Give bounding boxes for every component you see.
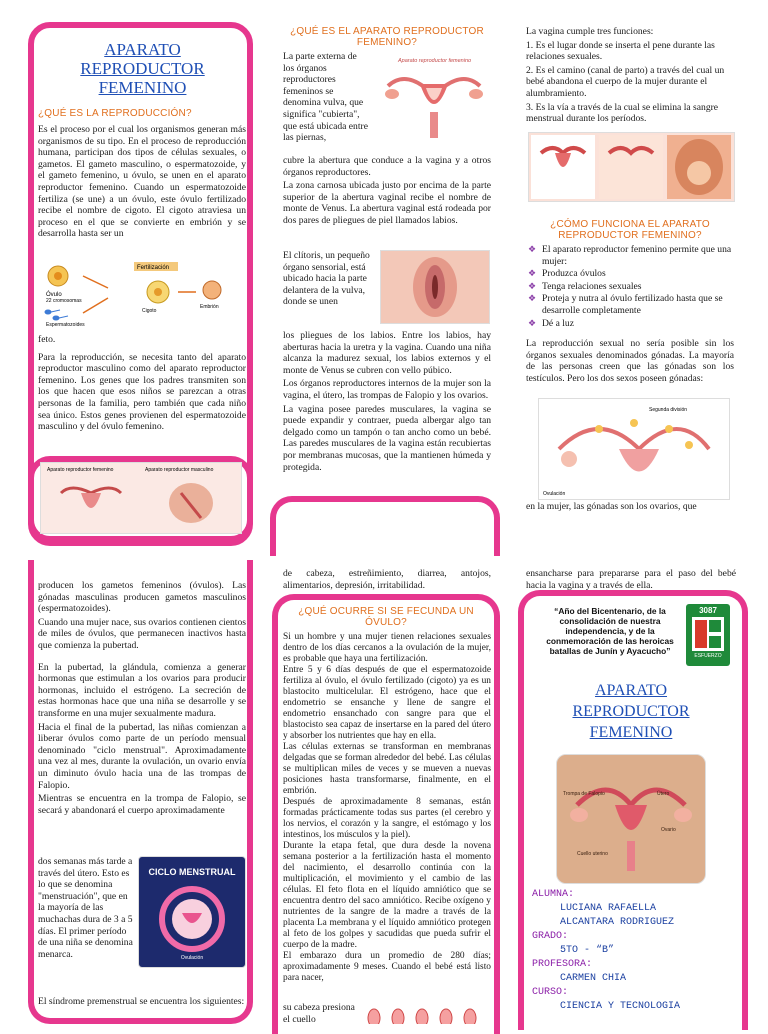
panel1-p1-end: feto. <box>38 334 56 345</box>
panel6-top-text: ensancharse para prepararse para el paso del bebé hacia la vagina y a través de ella. <box>526 568 736 591</box>
cycle-label-ovul: Ovulación <box>543 491 566 497</box>
img2-left-label: Aparato reproductor femenino <box>47 467 114 473</box>
panel3-text-bottom <box>526 501 734 515</box>
panel3-bullets-block <box>528 244 734 330</box>
cycle-label-seg: Segunda división <box>649 407 688 413</box>
panel2-p2: La zona carnosa ubicada justo por encima de la parte superior de la abertura vaginal recibe el nombre de monte de Venus. La abertura vaginal está rodeada por dos pares de pliegues de piel llamados labios. <box>283 180 491 226</box>
panel2-heading: ¿QUÉ ES EL APARATO REPRODUCTOR FEMENINO? <box>290 26 484 48</box>
fertilization-cycle-image <box>538 398 730 500</box>
panel2-frame-bottom <box>270 496 500 556</box>
function-item: ❖ Produzca óvulos <box>528 268 734 280</box>
fetus-stages-image <box>362 1004 490 1024</box>
panel2-p3a: El clítoris, un pequeño órgano sensorial, está ubicado hacia la parte delantera de la vulva, donde se unen <box>283 250 370 308</box>
panel2-p5: La vagina posee paredes musculares, la vagina se puede expandir y contraer, pueda albergar algo tan delgado como un tampón o tan ancho como un bebé. Las paredes musculares de la vagina están recubiertas por membranas mucosas, que la mantienen húmeda y protegida. <box>283 403 491 473</box>
cover-label-ovario: Ovario <box>661 827 676 833</box>
grado-label: GRADO: <box>532 931 569 942</box>
anatomy-img-title: Aparato reproductor femenino <box>398 58 472 64</box>
panel5-top-text: de cabeza, estreñimiento, diarrea, antojos, alimentarios, depresión, irritabilidad. <box>283 568 491 591</box>
panel4-p2: Cuando una mujer nace, sus ovarios contienen cientos de miles de óvulos, que permanecen inactivos hasta que comienza la pubertad. <box>38 616 246 651</box>
panel2-text-main <box>283 155 491 229</box>
function-item: ❖ El aparato reproductor femenino permite que una mujer: <box>528 244 734 267</box>
ciclo-ovulacion: Ovulación <box>180 955 204 961</box>
reproductive-systems-image <box>40 462 242 534</box>
function-list <box>528 244 734 329</box>
school-motto: “Año del Bicentenario, de la consolidación de nuestra independencia, y de la conmemoración de las heroicas batallas de Junín y Ayacucho” <box>546 606 674 656</box>
panel2-text-lower <box>283 330 491 500</box>
profesora-label: PROFESORA: <box>532 959 593 970</box>
panel2-p1b: cubre la abertura que conduce a la vagina y a otros órganos reproductores. <box>283 155 491 178</box>
function-item: ❖ Dé a luz <box>528 318 734 330</box>
panel1-text-1 <box>38 124 246 242</box>
vulva-image <box>380 250 490 324</box>
curso-value: CIENCIA Y TECNOLOGIA <box>560 1001 681 1012</box>
cover-label-utero: Útero <box>657 791 670 797</box>
panel3-p2: en la mujer, las gónadas son los ovarios, que <box>526 501 697 512</box>
panel5-p3: Las células externas se transforman en membranas delgadas que se forman alrededor del bebé. Las células se multiplican miles de veces y se mueven a nuevas posiciones hasta transformarse, finalmente, en el embrión. <box>283 742 491 796</box>
panel3-text-mid <box>526 338 734 386</box>
panel3-f3: 3. Es la vía a través de la cual se elimina la sangre menstrual durante los períodos. <box>526 101 719 125</box>
diagram-ovulo-sub: 22 cromosomas <box>46 298 82 304</box>
panel3-f1: 1. Es el lugar donde se inserta el pene durante las relaciones sexuales. <box>526 39 715 63</box>
panel4-text-end <box>38 996 246 1010</box>
panel1-text-2 <box>38 334 246 435</box>
profesora-value: CARMEN CHIA <box>560 973 627 984</box>
panel5-heading: ¿QUÉ OCURRE SI SE FECUNDA UN ÓVULO? <box>298 606 474 628</box>
panel2-p3b: los pliegues de los labios. Entre los labios, hay aberturas hacia la uretra y la vagina. Cuando una niña alcanza la madurez sexual, los labios externos y el monte de Venus se cubren con vello púbico. <box>283 330 491 376</box>
panel4-p6: El síndrome premenstrual se encuentra los siguientes: <box>38 996 245 1007</box>
panel4-p4: Hacia el final de la pubertad, las niñas comienzan a liberar óvulos como parte de un período mensual denominado "ciclo menstrual". Aproximadamente una vez al mes, durante la ovulación, un ovario envía un diminuto óvulo hacia una de las trompas de Falopio. <box>38 721 246 791</box>
img2-right-label: Aparato reproductor masculino <box>145 467 214 473</box>
diagram-cigoto: Cigoto <box>142 308 157 314</box>
cover-title: APARATO REPRODUCTOR FEMENINO <box>572 682 690 741</box>
function-item: ❖ Tenga relaciones sexuales <box>528 281 734 293</box>
panel4-text-col <box>38 856 133 962</box>
panel4-p1: producen los gametos femeninos (óvulos). Las gónadas masculinas producen gametos masculinos (espermatozoides). <box>38 580 246 615</box>
panel5-p2: Entre 5 y 6 días después de que el espermatozoide fertiliza al óvulo, el óvulo fertilizado (cigoto) ya es un blastocito multicelular. El estrógeno, hace que el endometrio se ensanche y llene de sangre el endometrio ensanchado con sangre para que el blastocisto sea capaz de insertarse en la pared del útero y absorber los nutrientes que hay en ella. <box>283 665 491 741</box>
ciclo-title: CICLO MENSTRUAL <box>148 867 236 877</box>
panel2-col-text <box>283 51 368 146</box>
logo-text: ESFUERZO <box>694 653 722 659</box>
panel5-text-end <box>283 1002 358 1027</box>
logo-number: 3087 <box>699 606 717 615</box>
cover-anatomy-image <box>556 754 706 884</box>
panel2-col-text-2 <box>283 250 371 310</box>
school-logo <box>686 604 730 666</box>
female-anatomy-diagram <box>378 54 490 146</box>
panel5-p5: Durante la etapa fetal, que dura desde la novena semana posterior a la fertilización hasta el momento del nacimiento, el desarrollo continúa con la multiplicación, el movimiento y el cambio de las células. El feto flota en el líquido amniótico que se encuentra dentro del saco amniótico. Recibe oxígeno y nutrientes de la sangre de la madre a través de la placenta La membrana y el líquido amniótico protegen al feto de los golpes y sacudidas que pueda sufrir el cuerpo de la madre. <box>283 841 491 950</box>
panel4-p5b: dos semanas más tarde a través del útero. Esto es lo que se denomina "menstruación", que en la mayoría de las muchachas dura de 3 a 5 días. El primer período de una niña se denomina menarca. <box>38 856 133 960</box>
diagram-embrion: Embrión <box>200 304 219 310</box>
alumna-label: ALUMNA: <box>532 889 575 900</box>
panel4-text <box>38 580 246 818</box>
panel5-p4: Después de aproximadamente 8 semanas, están formadas prácticamente todas sus partes (el cerebro y los nervios, el corazón y la sangre, el estómago y los intestinos, los músculos y la piel). <box>283 797 491 840</box>
grado-value: 5TO - “B” <box>560 945 615 956</box>
student-info <box>532 888 742 1014</box>
cover-label-trompa: Trompa de Falopio <box>563 791 605 797</box>
panel5-text <box>283 632 491 984</box>
panel4-p3: En la pubertad, la glándula, comienza a generar hormonas que estimulan a los ovarios para producir hormonas, incluido el estrógeno. La secreción de estas hormonas hace que una niña se desarrolle y se transforme en una mujer sexualmente madura. <box>38 661 246 719</box>
cover-label-cuello: Cuello uterino <box>577 851 608 857</box>
curso-label: CURSO: <box>532 987 569 998</box>
panel1-title: APARATO REPRODUCTOR FEMENINO <box>80 40 205 97</box>
diagram-ovulo: Óvulo <box>46 292 62 298</box>
diagram-fert: Fertilización <box>137 265 170 271</box>
panel1-heading: ¿QUÉ ES LA REPRODUCCIÓN? <box>38 108 192 119</box>
vagina-functions-image <box>528 132 735 202</box>
panel5-p1: Si un hombre y una mujer tienen relaciones sexuales dentro de los días cercanos a la ovulación de la mujer, es probable que haya una fertilización. <box>283 632 491 664</box>
panel4-p5a: Mientras se encuentra en la trompa de Falopio, se secará y abandonará el cuerpo aproximadamente <box>38 793 246 816</box>
panel5-p7: su cabeza presiona el cuello <box>283 1002 355 1025</box>
panel1-p2: Para la reproducción, se necesita tanto del aparato reproductor masculino como del aparato reproductor femenino. Los genes que los padres transmiten son los que hacen que esos niños se parezcan a otras personas de la familia, pero también que cada niño sea único. Estos genes provienen del espermatozoide masculino y del óvulo femenino. <box>38 351 246 433</box>
panel2-p1a: La parte externa de los órganos reproductores femeninos se denomina vulva, que significa "cubierta", que está ubicada entre las piernas, <box>283 51 368 144</box>
panel3-intro: La vagina cumple tres funciones: <box>526 26 654 37</box>
panel3-f2: 2. Es el camino (canal de parto) a través del cual un bebé abandona el cuerpo de la mujer durante el alumbramiento. <box>526 64 725 99</box>
panel5-top <box>283 568 491 593</box>
alumna-name-2: ALCANTARA RODRIGUEZ <box>560 917 675 928</box>
panel2-p4: Los órganos reproductores internos de la mujer son la vagina, el útero, las trompas de Falopio y los ovarios. <box>283 378 491 401</box>
panel5-p6: El embarazo dura un promedio de 280 días; aproximadamente 9 meses. Cuando el bebé está listo para nacer, <box>283 951 491 983</box>
fertilization-diagram <box>38 258 238 328</box>
panel3-text-top <box>526 26 734 127</box>
diagram-esperm: Espermatozoides <box>46 322 85 328</box>
panel1-p1: Es el proceso por el cual los organismos generan más organismos de su tipo. En el proceso de reproducción humana, participan dos tipos de células sexuales, o gametos. El gameto masculino, o espermatozoide, y el gameto femenino, u óvulo, se unen en el aparato reproductor femenino. Cuando un espermatozoide fertiliza (se une) a un óvulo, este óvulo fertilizado recibe el nombre de cigoto. El cigoto atraviesa un proceso en el que se convierte en embrión y se desarrolla hasta ser un <box>38 124 246 240</box>
function-item: ❖ Proteja y nutra al óvulo fertilizado hasta que se desarrolle completamente <box>528 293 734 316</box>
menstrual-cycle-image <box>138 856 246 968</box>
panel3-heading: ¿CÓMO FUNCIONA EL APARATO REPRODUCTOR FEMENINO? <box>550 219 710 241</box>
alumna-name-1: LUCIANA RAFAELLA <box>560 903 657 914</box>
panel3-p1: La reproducción sexual no sería posible sin los órganos sexuales denominados gónadas. La mayoría de las personas creen que las gónadas son los testículos. Pero los dos sexos poseen gónadas: <box>526 338 734 384</box>
